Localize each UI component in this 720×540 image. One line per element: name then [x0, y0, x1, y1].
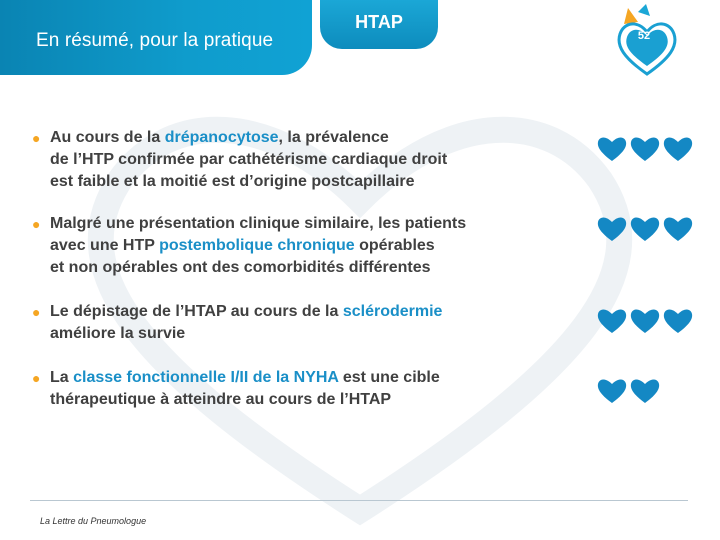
bullet-3-line: améliore la survie — [50, 325, 186, 342]
bullet-dot-icon: ● — [32, 370, 41, 386]
bullet-dot-icon: ● — [32, 216, 41, 232]
heart-icon — [629, 306, 661, 334]
page-title: En résumé, pour la pratique — [36, 30, 274, 51]
heart-icon — [662, 134, 694, 162]
heart-icon — [629, 376, 661, 404]
bullet-2-part: opérables — [354, 237, 435, 254]
bullet-2 — [32, 213, 592, 279]
bullet-4 — [32, 367, 592, 411]
slide-number: 52 — [637, 30, 651, 42]
bullet-1-highlight: drépanocytose — [164, 129, 279, 146]
rating-hearts-3 — [596, 306, 694, 334]
heart-icon — [629, 214, 661, 242]
bullet-3 — [32, 301, 592, 345]
bullet-1-text — [32, 127, 592, 193]
bullet-1-part: Au cours de la — [50, 129, 165, 146]
bullet-2-highlight: postembolique chronique — [159, 237, 355, 254]
bullet-dot-icon: ● — [32, 304, 41, 320]
bullet-4-text — [32, 367, 592, 411]
rating-hearts-1 — [596, 134, 694, 162]
heart-icon — [596, 214, 628, 242]
rating-hearts-4 — [596, 376, 661, 404]
bullet-1-line: de l’HTP confirmée par cathétérisme cardiaque droit — [50, 151, 448, 168]
tab-htap — [320, 0, 438, 49]
footer-journal-name: La Lettre du Pneumologue — [40, 516, 147, 526]
bullet-3-text — [32, 301, 592, 345]
bullet-4-part: est une cible — [338, 369, 440, 386]
bullet-1-part: , la prévalence — [278, 129, 389, 146]
rating-hearts-2 — [596, 214, 694, 242]
bullet-1 — [32, 127, 592, 193]
bullet-2-part: avec une HTP — [50, 237, 160, 254]
bullet-2-text — [32, 213, 592, 279]
heart-icon — [662, 306, 694, 334]
bullet-2-line: Malgré une présentation clinique similaire, les patients — [50, 215, 467, 232]
background-heart-watermark — [0, 40, 720, 540]
heart-icon — [596, 134, 628, 162]
heart-icon — [596, 376, 628, 404]
header-bar — [0, 0, 312, 75]
bullet-4-highlight: classe fonctionnelle I/II de la NYHA — [73, 369, 339, 386]
bullet-2-line: et non opérables ont des comorbidités différentes — [50, 259, 431, 276]
heart-icon — [662, 214, 694, 242]
bullet-4-line: thérapeutique à atteindre au cours de l’HTAP — [50, 391, 392, 408]
bullet-1-line: est faible et la moitié est d’origine postcapillaire — [50, 173, 415, 190]
bullet-4-part: La — [50, 369, 74, 386]
bullet-3-part: Le dépistage de l’HTAP au cours de la — [50, 303, 343, 320]
tab-label: HTAP — [355, 12, 403, 32]
heart-icon — [629, 134, 661, 162]
bullet-dot-icon: ● — [32, 130, 41, 146]
bullet-3-highlight: sclérodermie — [342, 303, 443, 320]
heart-icon — [596, 306, 628, 334]
footer-divider — [30, 500, 688, 501]
